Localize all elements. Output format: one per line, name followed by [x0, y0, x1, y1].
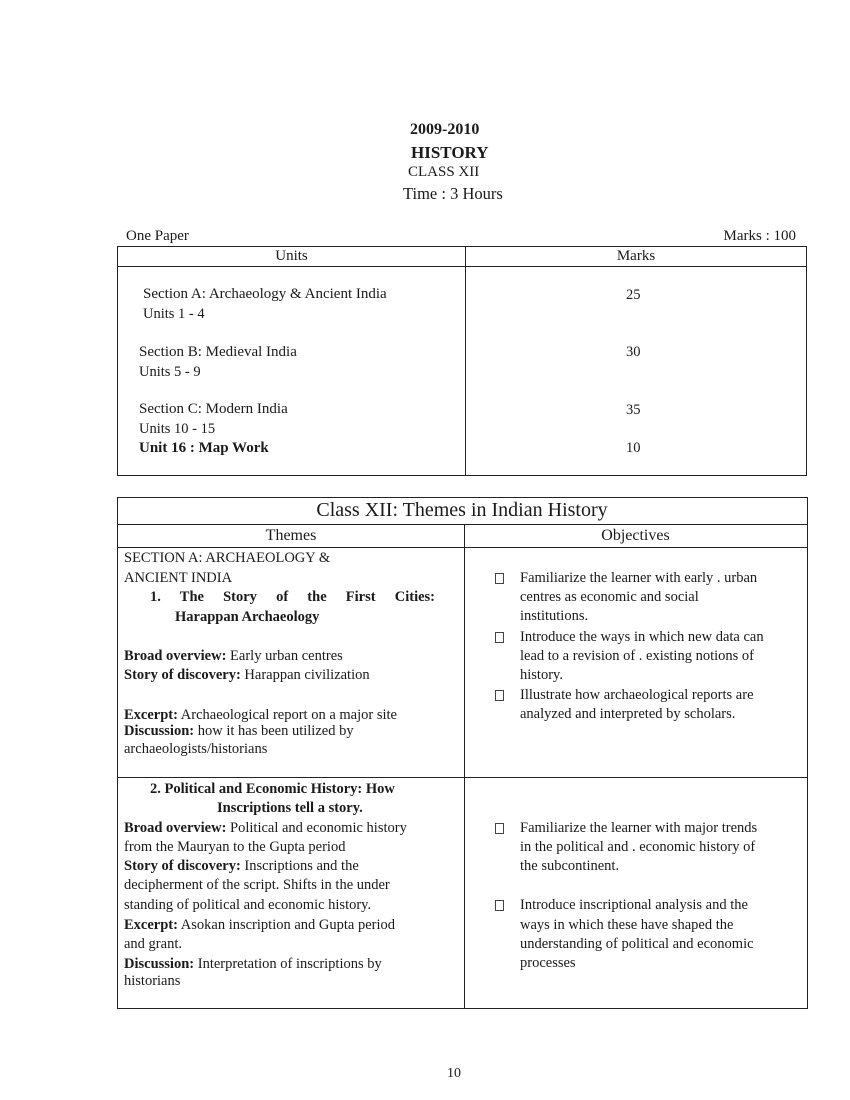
section-c-marks: 35	[626, 402, 641, 418]
section-b-marks: 30	[626, 344, 641, 360]
paper-label: One Paper	[126, 228, 189, 244]
marks-total-label: Marks : 100	[723, 228, 796, 244]
bullet-icon	[495, 900, 504, 911]
objective-text: Introduce the ways in which new data can	[520, 629, 764, 645]
bullet-icon	[495, 573, 504, 584]
objective-text: Illustrate how archaeological reports are	[520, 687, 754, 703]
objective-text: Introduce inscriptional analysis and the	[520, 897, 748, 913]
theme2-discovery: Story of discovery: Inscriptions and the	[124, 858, 359, 874]
marks-summary-table	[117, 246, 807, 476]
objective-text: Familiarize the learner with major trends	[520, 820, 758, 836]
section-b-title: Section B: Medieval India	[139, 344, 297, 360]
objective-text: analyzed and interpreted by scholars.	[520, 706, 736, 722]
section-a-units: Units 1 - 4	[143, 306, 205, 322]
theme1-excerpt: Excerpt: Archaeological report on a major site	[124, 707, 397, 723]
theme2-excerpt-cont: and grant.	[124, 936, 182, 952]
theme1-title-line2: Harappan Archaeology	[175, 609, 320, 625]
time-heading: Time : 3 Hours	[403, 184, 503, 203]
bullet-icon	[495, 823, 504, 834]
map-work-marks: 10	[626, 440, 641, 456]
theme2-title-line2: Inscriptions tell a story.	[217, 800, 363, 816]
section-c-units: Units 10 - 15	[139, 421, 216, 437]
marks-column-header: Marks	[616, 248, 656, 264]
section-a-heading-line1: SECTION A: ARCHAEOLOGY &	[124, 550, 331, 566]
objective-text: centres as economic and social	[520, 589, 699, 605]
themes-column-header: Themes	[265, 527, 317, 544]
objective-text: history.	[520, 667, 563, 683]
theme1-overview: Broad overview: Early urban centres	[124, 648, 343, 664]
section-c-title: Section C: Modern India	[139, 401, 288, 417]
theme2-discussion: Discussion: Interpretation of inscriptions by	[124, 956, 382, 972]
page-number: 10	[447, 1066, 461, 1081]
objective-text: institutions.	[520, 608, 589, 624]
theme1-discovery: Story of discovery: Harappan civilization	[124, 667, 370, 683]
themes-table-title: Class XII: Themes in Indian History	[316, 499, 608, 521]
objective-text: in the political and . economic history of	[520, 839, 756, 855]
theme1-discussion: Discussion: how it has been utilized by	[124, 723, 354, 739]
objective-text: understanding of political and economic	[520, 936, 754, 952]
theme2-discovery-cont2: standing of political and economic history.	[124, 897, 372, 913]
objective-text: ways in which these have shaped the	[520, 917, 734, 933]
themes-table	[117, 497, 808, 1009]
theme2-overview: Broad overview: Political and economic history	[124, 820, 407, 836]
theme2-title-line1: 2. Political and Economic History: How	[150, 781, 395, 797]
section-a-heading-line2: ANCIENT INDIA	[124, 570, 233, 586]
bullet-icon	[495, 690, 504, 701]
theme2-discussion-cont: historians	[124, 973, 181, 989]
year-heading: 2009-2010	[410, 121, 480, 138]
class-heading: CLASS XII	[408, 164, 480, 180]
bullet-icon	[495, 632, 504, 643]
theme2-excerpt: Excerpt: Asokan inscription and Gupta period	[124, 917, 396, 933]
objective-text: the subcontinent.	[520, 858, 620, 874]
objective-text: Familiarize the learner with early . urban	[520, 570, 758, 586]
units-column-header: Units	[275, 248, 308, 264]
section-a-marks: 25	[626, 287, 641, 303]
section-b-units: Units 5 - 9	[139, 364, 201, 380]
map-work-title: Unit 16 : Map Work	[139, 440, 269, 456]
theme1-title-line1: 1. The Story of the First Cities:	[150, 589, 435, 605]
theme1-discussion-cont: archaeologists/historians	[124, 741, 268, 757]
theme2-overview-cont: from the Mauryan to the Gupta period	[124, 839, 346, 855]
objective-text: processes	[520, 955, 576, 971]
theme2-discovery-cont: decipherment of the script. Shifts in the under	[124, 877, 390, 893]
section-a-title: Section A: Archaeology & Ancient India	[143, 286, 387, 302]
objective-text: lead to a revision of . existing notions of	[520, 648, 754, 664]
subject-heading: HISTORY	[411, 143, 489, 162]
objectives-column-header: Objectives	[601, 527, 670, 544]
